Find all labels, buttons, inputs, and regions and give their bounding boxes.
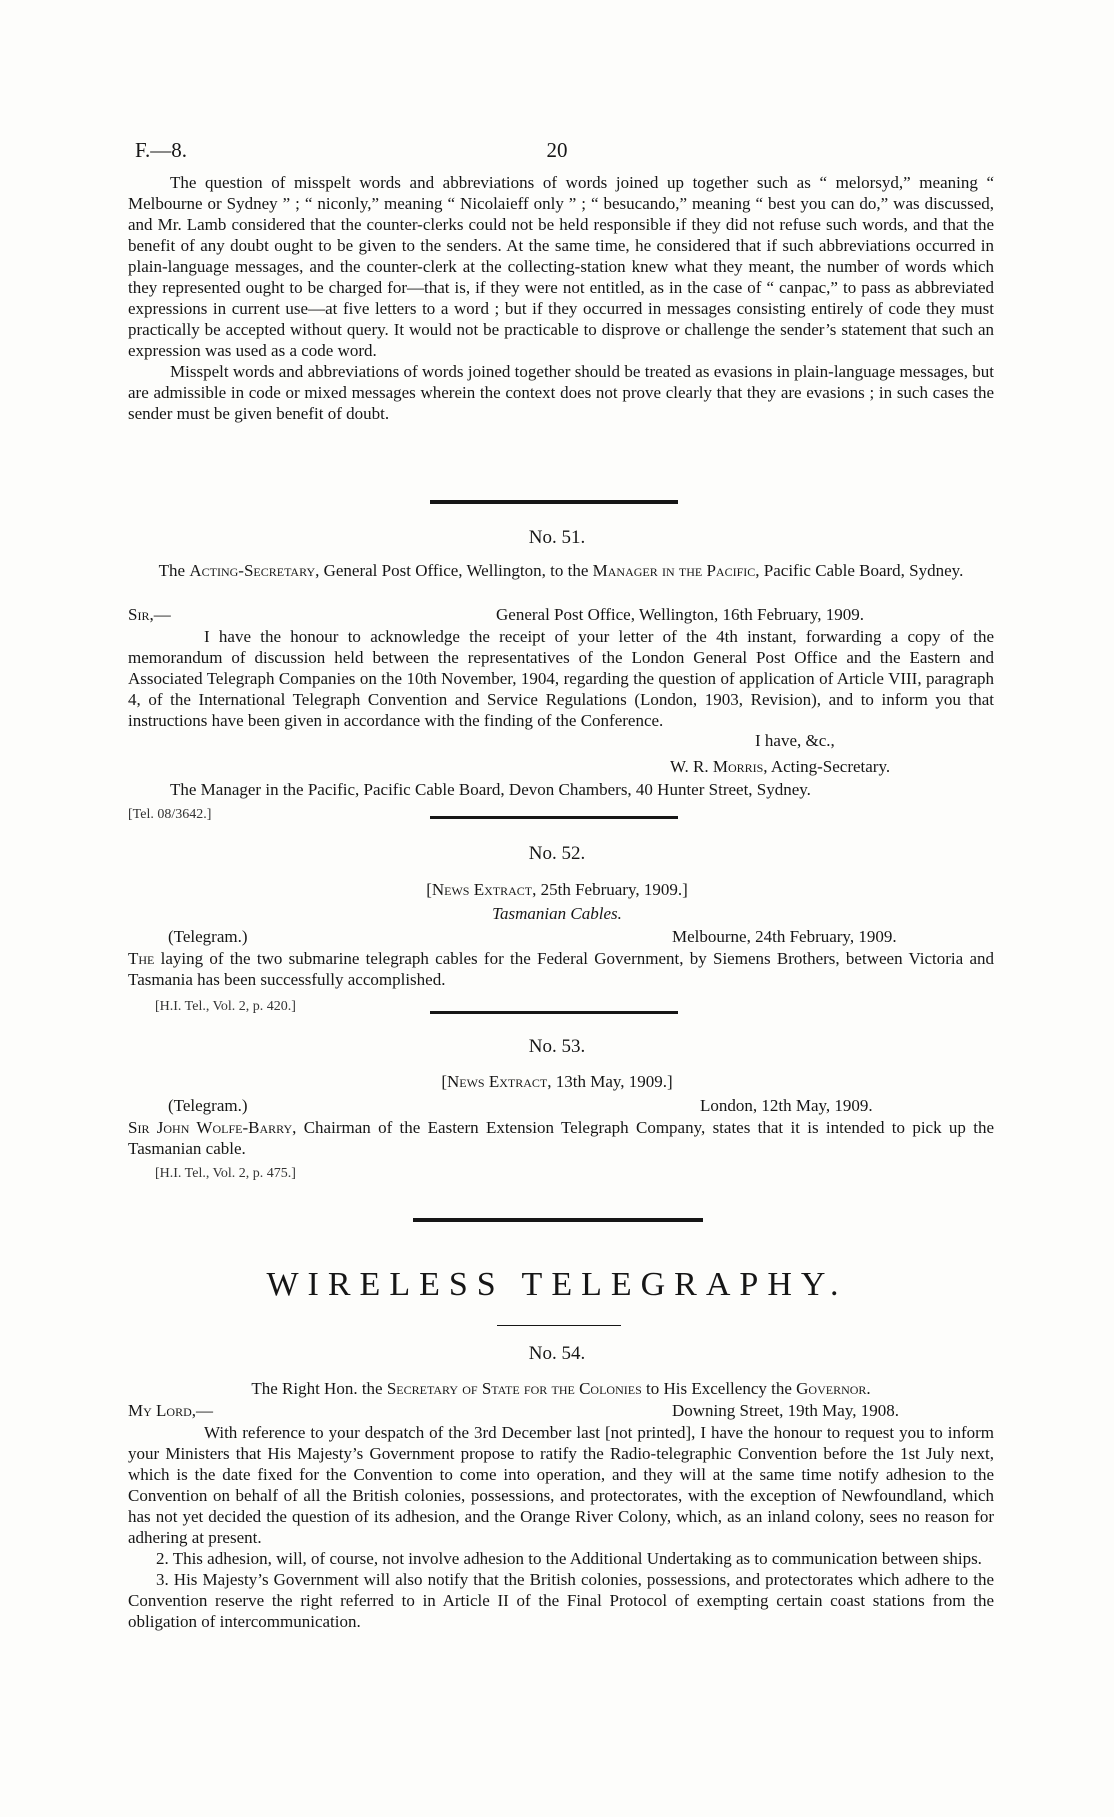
item-51-salutation: Sir,— <box>128 605 171 624</box>
item-53-reference: [H.I. Tel., Vol. 2, p. 475.] <box>155 1166 296 1181</box>
item-52-place-date: Melbourne, 24th February, 1909. <box>672 927 897 946</box>
section-divider <box>413 1218 703 1222</box>
item-54-salutation: My Lord,— <box>128 1401 214 1420</box>
item-54-paragraph-2: 2. This adhesion, will, of course, not involve adhesion to the Additional Undertaking as to communication between ships. <box>156 1549 982 1568</box>
item-52-body <box>128 948 994 990</box>
item-52-kind: (Telegram.) <box>168 927 248 946</box>
item-51-signatory-name: W. R. Morris, <box>670 757 768 776</box>
item-53-body-wrap <box>128 1117 994 1159</box>
item-52-source-part: [ <box>426 880 432 899</box>
item-54-body <box>128 1422 994 1632</box>
item-51-title <box>128 560 994 581</box>
section-divider <box>430 1011 678 1014</box>
item-53-kind: (Telegram.) <box>168 1096 248 1115</box>
item-53-source-label: News Extract, <box>446 1072 552 1091</box>
item-53-source-part: 13th May, 1909.] <box>551 1072 673 1091</box>
item-51-closing: I have, &c., <box>755 731 835 750</box>
page-number: 20 <box>546 138 568 162</box>
item-54-title-part: The Right Hon. the <box>251 1379 387 1398</box>
item-52-source-part: 25th February, 1909.] <box>536 880 688 899</box>
document-reference: F.—8. <box>135 138 187 162</box>
section-divider <box>430 816 678 819</box>
item-53-source <box>0 1071 1114 1093</box>
item-51-title-part: Pacific Cable Board, Sydney. <box>759 561 964 580</box>
item-53-number: No. 53. <box>528 1036 586 1057</box>
item-54-title <box>128 1378 994 1399</box>
item-52-body-text: laying of the two submarine telegraph cables for the Federal Government, by Siemens Brothers, between Victoria and Tasmania has been successfully accomplished. <box>128 949 994 989</box>
heading-underline <box>497 1325 621 1326</box>
item-52-body-lead: The <box>128 949 155 968</box>
item-53-body-text: Chairman of the Eastern Extension Telegraph Company, states that it is intended to pick up the Tasmanian cable. <box>128 1118 994 1158</box>
item-51-body-wrap <box>128 626 994 731</box>
item-51-title-part: General Post Office, Wellington, to the <box>319 561 593 580</box>
item-52-number: No. 52. <box>528 843 586 864</box>
item-53-body <box>128 1117 994 1159</box>
item-54-place-date: Downing Street, 19th May, 1908. <box>672 1401 899 1420</box>
item-51-signatory-title: Acting-Secretary. <box>767 757 891 776</box>
item-51-title-part: The <box>158 561 190 580</box>
item-54-title-recipient: Governor. <box>796 1379 871 1398</box>
item-54-paragraph-3: 3. His Majesty’s Government will also notify that the British colonies, possessions, and protectorates which adhere to the Convention reserve the right referred to in Article II of the Final Protocol of exempting certain coast stations from the obligation of intercommunication. <box>128 1570 994 1631</box>
item-51-addressee: The Manager in the Pacific, Pacific Cable Board, Devon Chambers, 40 Hunter Street, Sydney. <box>170 780 811 799</box>
item-52-source <box>0 879 1114 901</box>
item-52-reference: [H.I. Tel., Vol. 2, p. 420.] <box>155 999 296 1014</box>
item-52-body-wrap <box>128 948 994 990</box>
item-54-paragraph-1: With reference to your despatch of the 3rd December last [not printed], I have the honour to request you to inform your Ministers that His Majesty’s Government propose to ratify the Radio-telegraphic Convention before the 1st July next, which is the date fixed for the Convention to come into operation, and they will at the same time notify adhesion to the Convention on behalf of all the British colonies, possessions, and protectorates, with the exception of Newfoundland, which has not yet decided the question of its adhesion, and the Orange River Colony, which, as an inland colony, sees no reason for adhering at present. <box>128 1423 994 1547</box>
item-51-number: No. 51. <box>528 527 586 548</box>
intro-paragraph-2: Misspelt words and abbreviations of words joined together should be treated as evasions in plain-language messages, but are admissible in code or mixed messages wherein the context does not prove clearly that they are evasions ; in such cases the sender must be given benefit of doubt. <box>128 362 994 423</box>
item-51-title-sender: Acting-Secretary, <box>189 561 320 580</box>
section-heading: WIRELESS TELEGRAPHY. <box>266 1266 848 1303</box>
item-52-subtitle: Tasmanian Cables. <box>492 904 622 923</box>
item-53-source-part: [ <box>441 1072 447 1091</box>
item-54-title-part: to His Excellency the <box>641 1379 797 1398</box>
item-54-title-sender: Secretary of State for the Colonies <box>386 1379 642 1398</box>
item-51-title-recipient: Manager in the Pacific, <box>592 561 760 580</box>
item-54-number: No. 54. <box>528 1343 586 1364</box>
item-51-place-date: General Post Office, Wellington, 16th February, 1909. <box>496 605 864 624</box>
item-51-file-reference: [Tel. 08/3642.] <box>128 807 212 822</box>
item-53-place-date: London, 12th May, 1909. <box>700 1096 873 1115</box>
intro-paragraph-1: The question of misspelt words and abbreviations of words joined up together such as “ melorsyd,” meaning “ Melbourne or Sydney ” ; “ niconly,” meaning “ Nicolaieff only ” ; “ besucando,” meaning “ best you can do,” was discussed, and Mr. Lamb considered that the counter-clerks could not be held responsible if they did not refuse such words, and that the benefit of any doubt ought to be given to the senders. At the same time, he considered that if such abbreviations occurred in plain-language messages, and the counter-clerk at the collecting-station knew what they meant, the number of words which they represented ought to be charged for—that is, if they were not entitled, as in the case of “ canpac,” to pass as abbreviated expressions in current use—at five letters to a word ; but if they occurred in messages consisting entirely of code they must practically be accepted without query. It would not be practicable to disprove or challenge the sender’s statement that such an expression was used as a code word. <box>128 173 994 360</box>
item-51-signature <box>670 756 890 777</box>
item-53-body-lead: Sir John Wolfe-Barry, <box>128 1118 297 1137</box>
section-divider <box>430 500 678 504</box>
item-52-source-label: News Extract, <box>431 880 537 899</box>
intro-section <box>128 172 994 424</box>
item-51-body: I have the honour to acknowledge the receipt of your letter of the 4th instant, forwarding a copy of the memorandum of discussion held between the representatives of the London General Post Office and the Eastern and Associated Telegraph Companies on the 10th November, 1904, regarding the question of application of Article VIII, paragraph 4, of the International Telegraph Convention and Service Regulations (London, 1903, Revision), and to inform you that instructions have been given in accordance with the finding of the Conference. <box>128 627 994 730</box>
